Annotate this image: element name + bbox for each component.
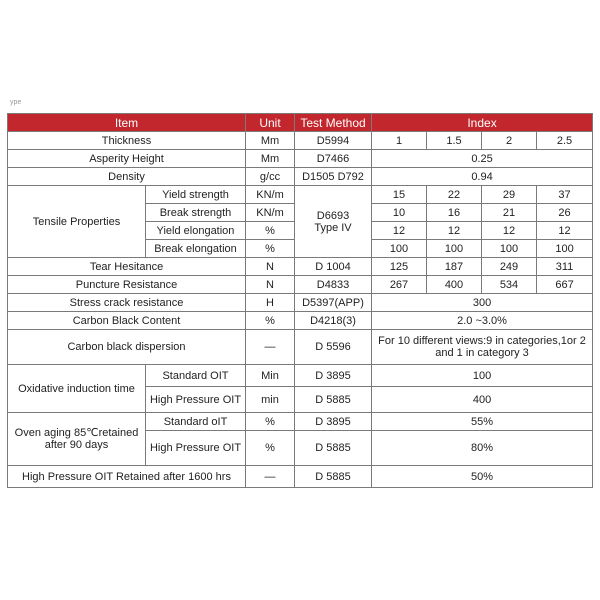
unit-cell: % xyxy=(246,431,295,466)
value-cell: 100 xyxy=(372,240,427,258)
method-cell: D 1004 xyxy=(295,258,372,276)
method-cell: D7466 xyxy=(295,150,372,168)
method-cell: D1505 D792 xyxy=(295,168,372,186)
value-cell: 300 xyxy=(372,294,593,312)
item-cell: Puncture Resistance xyxy=(8,276,246,294)
method-cell: D 5885 xyxy=(295,431,372,466)
unit-cell: H xyxy=(246,294,295,312)
value-cell: 400 xyxy=(372,387,593,413)
value-cell: 2.5 xyxy=(537,132,593,150)
value-cell: 80% xyxy=(372,431,593,466)
value-cell: 100 xyxy=(427,240,482,258)
value-cell: 267 xyxy=(372,276,427,294)
method-cell: D6693 Type IV xyxy=(295,186,372,258)
value-cell: 22 xyxy=(427,186,482,204)
unit-cell: KN/m xyxy=(246,186,295,204)
item-cell: Carbon black dispersion xyxy=(8,330,246,365)
method-cell: D4218(3) xyxy=(295,312,372,330)
value-cell: 667 xyxy=(537,276,593,294)
method-cell: D5994 xyxy=(295,132,372,150)
unit-cell: Mm xyxy=(246,132,295,150)
group-cell-oit: Oxidative induction time xyxy=(8,365,146,413)
table-row xyxy=(8,276,593,294)
method-cell: D4833 xyxy=(295,276,372,294)
sub-item-cell: Break elongation xyxy=(146,240,246,258)
table-row xyxy=(8,413,593,431)
method-cell: D 5885 xyxy=(295,466,372,488)
item-cell: Asperity Height xyxy=(8,150,246,168)
header-test-method: Test Method xyxy=(295,114,372,132)
item-cell: High Pressure OIT Retained after 1600 hrs xyxy=(8,466,246,488)
value-cell: 100 xyxy=(537,240,593,258)
table-row xyxy=(8,312,593,330)
item-cell: Thickness xyxy=(8,132,246,150)
value-cell: 1.5 xyxy=(427,132,482,150)
value-cell: 16 xyxy=(427,204,482,222)
unit-cell: % xyxy=(246,240,295,258)
item-cell: Tear Hesitance xyxy=(8,258,246,276)
table-row xyxy=(8,294,593,312)
value-cell: 100 xyxy=(482,240,537,258)
unit-cell: % xyxy=(246,222,295,240)
item-cell: Carbon Black Content xyxy=(8,312,246,330)
value-cell: 100 xyxy=(372,365,593,387)
header-row xyxy=(8,114,593,132)
value-cell: 37 xyxy=(537,186,593,204)
unit-cell: % xyxy=(246,312,295,330)
value-cell: 1 xyxy=(372,132,427,150)
value-cell: 400 xyxy=(427,276,482,294)
value-cell: 2 xyxy=(482,132,537,150)
value-cell: 187 xyxy=(427,258,482,276)
value-cell: 2.0 ~3.0% xyxy=(372,312,593,330)
sub-item-cell: Standard OIT xyxy=(146,365,246,387)
sub-item-cell: High Pressure OIT xyxy=(146,387,246,413)
value-cell: 249 xyxy=(482,258,537,276)
value-cell: 0.94 xyxy=(372,168,593,186)
method-cell: D 3895 xyxy=(295,365,372,387)
cropped-caption: ype xyxy=(10,99,22,106)
header-index: Index xyxy=(372,114,593,132)
value-cell: 125 xyxy=(372,258,427,276)
value-cell: 0.25 xyxy=(372,150,593,168)
value-cell: For 10 different views:9 in categories,1or 2 and 1 in category 3 xyxy=(372,330,593,365)
unit-cell: min xyxy=(246,387,295,413)
table-row xyxy=(8,150,593,168)
method-cell: D 3895 xyxy=(295,413,372,431)
value-cell: 12 xyxy=(427,222,482,240)
value-cell: 15 xyxy=(372,186,427,204)
table-row xyxy=(8,186,593,204)
value-cell: 12 xyxy=(537,222,593,240)
value-cell: 534 xyxy=(482,276,537,294)
table-row xyxy=(8,258,593,276)
unit-cell: KN/m xyxy=(246,204,295,222)
spec-table xyxy=(7,113,593,488)
unit-cell: Mm xyxy=(246,150,295,168)
sub-item-cell: Standard oIT xyxy=(146,413,246,431)
unit-cell: g/cc xyxy=(246,168,295,186)
unit-cell: Min xyxy=(246,365,295,387)
sub-item-cell: Break strength xyxy=(146,204,246,222)
value-cell: 311 xyxy=(537,258,593,276)
method-cell: D 5596 xyxy=(295,330,372,365)
value-cell: 12 xyxy=(372,222,427,240)
table-row xyxy=(8,132,593,150)
unit-cell: — xyxy=(246,330,295,365)
value-cell: 55% xyxy=(372,413,593,431)
value-cell: 10 xyxy=(372,204,427,222)
value-cell: 12 xyxy=(482,222,537,240)
table-row xyxy=(8,168,593,186)
table-row xyxy=(8,466,593,488)
value-cell: 26 xyxy=(537,204,593,222)
method-cell: D 5885 xyxy=(295,387,372,413)
unit-cell: N xyxy=(246,258,295,276)
group-cell-oven-aging: Oven aging 85℃retained after 90 days xyxy=(8,413,146,466)
value-cell: 29 xyxy=(482,186,537,204)
group-cell-tensile: Tensile Properties xyxy=(8,186,146,258)
unit-cell: % xyxy=(246,413,295,431)
value-cell: 21 xyxy=(482,204,537,222)
item-cell: Stress crack resistance xyxy=(8,294,246,312)
sub-item-cell: Yield strength xyxy=(146,186,246,204)
sub-item-cell: Yield elongation xyxy=(146,222,246,240)
method-cell: D5397(APP) xyxy=(295,294,372,312)
value-cell: 50% xyxy=(372,466,593,488)
header-unit: Unit xyxy=(246,114,295,132)
unit-cell: N xyxy=(246,276,295,294)
item-cell: Density xyxy=(8,168,246,186)
sub-item-cell: High Pressure OIT xyxy=(146,431,246,466)
header-item: Item xyxy=(8,114,246,132)
table-row xyxy=(8,330,593,365)
table-row xyxy=(8,365,593,387)
unit-cell: — xyxy=(246,466,295,488)
